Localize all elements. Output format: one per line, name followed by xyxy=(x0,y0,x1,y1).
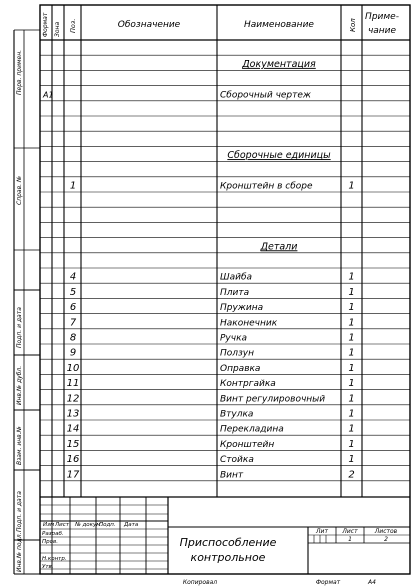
row-name: Контргайка xyxy=(220,379,276,390)
margin-first-use: Перв. примен. xyxy=(16,49,23,95)
row-position: 10 xyxy=(66,362,80,374)
tb-sheet: Лист xyxy=(55,522,69,528)
row-position: 6 xyxy=(69,302,77,314)
row-name: Сборочный чертеж xyxy=(220,90,312,101)
row-qty: 1 xyxy=(348,393,355,405)
header-zone: Зона xyxy=(54,21,61,37)
row-qty: 1 xyxy=(348,302,355,314)
tb-date: Дата xyxy=(124,522,139,528)
row-name: Ручка xyxy=(220,333,248,344)
tb-approved: Утв. xyxy=(42,564,54,570)
row-qty: 1 xyxy=(348,332,355,344)
row-position: 1 xyxy=(69,180,77,192)
tb-sign: Подп. xyxy=(99,522,116,528)
tb-developed: Разраб. xyxy=(42,531,64,537)
tb-checked: Пров. xyxy=(42,539,58,545)
row-qty: 2 xyxy=(348,469,355,481)
header-pos: Поз. xyxy=(69,18,77,33)
row-position: 11 xyxy=(66,378,80,390)
row-position: 7 xyxy=(69,317,77,329)
row-position: 13 xyxy=(66,408,80,420)
row-qty: 1 xyxy=(348,180,355,192)
margin-sign-date-1: Подп. и дата xyxy=(16,307,23,348)
header-note-2: чание xyxy=(367,26,397,36)
tb-sheet-value: 1 xyxy=(348,536,352,543)
margin-inv-orig: Инв.№ подл. xyxy=(16,532,23,572)
row-position: 9 xyxy=(69,347,77,359)
row-name: Стойка xyxy=(220,455,254,466)
margin-sign-date-2: Подп. и дата xyxy=(16,491,23,532)
margin-ref-no: Справ. № xyxy=(16,175,23,205)
section-title: Детали xyxy=(260,241,298,253)
row-name: Ползун xyxy=(220,348,255,359)
row-name: Кронштейн xyxy=(220,439,275,450)
margin-replace-inv: Взам. инв.№ xyxy=(16,426,23,465)
tb-doc-no: № докум. xyxy=(75,522,103,528)
row-name: Винт регулировочный xyxy=(220,394,326,405)
header-designation: Обозначение xyxy=(117,20,181,30)
row-position: 16 xyxy=(66,454,80,466)
row-qty: 1 xyxy=(348,317,355,329)
row-position: 5 xyxy=(69,286,77,298)
footer-format-label: Формат xyxy=(315,579,341,586)
header-name: Наименование xyxy=(244,20,314,30)
row-position: 14 xyxy=(66,423,80,435)
row-qty: 1 xyxy=(348,454,355,466)
row-qty: 1 xyxy=(348,423,355,435)
tb-sheets-label: Листов xyxy=(374,528,398,535)
row-name: Кронштейн в сборе xyxy=(220,181,313,192)
row-position: 12 xyxy=(66,393,80,405)
row-name: Втулка xyxy=(220,409,254,420)
row-name: Наконечник xyxy=(220,318,278,329)
row-position: 8 xyxy=(69,332,77,344)
row-position: 15 xyxy=(66,438,80,450)
row-position: 17 xyxy=(66,469,80,481)
drawing-title-2: контрольное xyxy=(190,551,266,564)
row-qty: 1 xyxy=(348,347,355,359)
row-qty: 1 xyxy=(348,378,355,390)
tb-sheet-label: Лист xyxy=(342,528,358,535)
header-qty: Кол xyxy=(349,18,357,32)
tb-change: Изм xyxy=(43,522,55,528)
section-title: Сборочные единицы xyxy=(227,150,331,162)
header-note-1: Приме- xyxy=(365,12,399,22)
footer-copied: Копировал xyxy=(182,579,218,586)
row-name: Оправка xyxy=(220,363,261,374)
margin-inv-dup: Инв.№ дубл. xyxy=(16,365,23,405)
header-format: Формат xyxy=(42,12,49,37)
row-format: А1 xyxy=(43,90,54,100)
row-name: Перекладина xyxy=(220,424,284,435)
row-name: Плита xyxy=(220,287,250,298)
tb-norm-control: Н.контр. xyxy=(42,556,67,562)
tb-sheets-value: 2 xyxy=(384,536,388,543)
footer-format-value: А4 xyxy=(368,579,376,586)
tb-lit: Лит xyxy=(316,528,328,535)
row-name: Винт xyxy=(220,470,244,481)
row-name: Пружина xyxy=(220,303,264,314)
row-name: Шайба xyxy=(220,272,253,283)
section-title: Документация xyxy=(242,58,316,70)
row-position: 4 xyxy=(69,271,77,283)
drawing-title-1: Приспособление xyxy=(179,536,277,549)
row-qty: 1 xyxy=(348,362,355,374)
row-qty: 1 xyxy=(348,408,355,420)
row-qty: 1 xyxy=(348,286,355,298)
row-qty: 1 xyxy=(348,271,355,283)
row-qty: 1 xyxy=(348,438,355,450)
